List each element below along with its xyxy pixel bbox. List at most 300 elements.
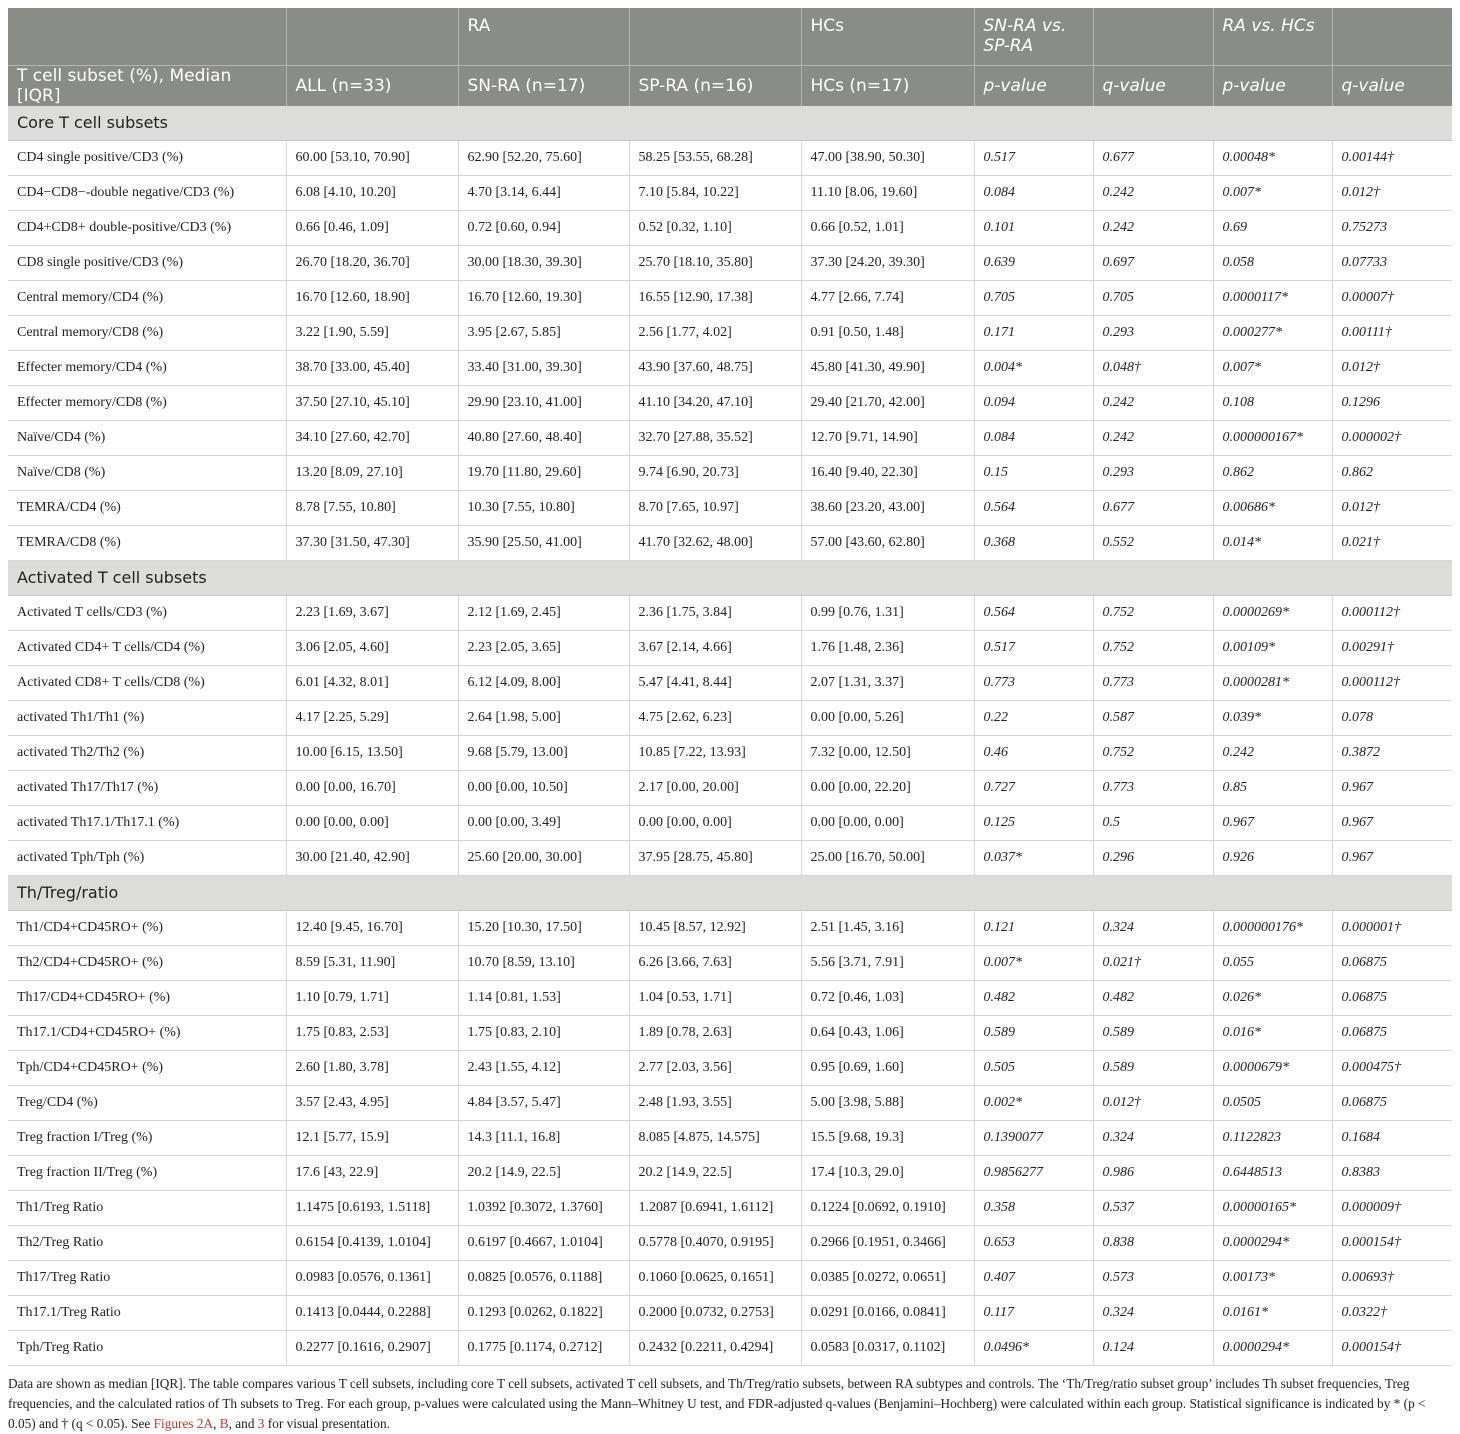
snra-spra-qvalue-cell: 0.773 — [1093, 770, 1213, 805]
ra-hcs-pvalue-cell: 0.0161* — [1213, 1295, 1332, 1330]
table-row — [8, 210, 1452, 245]
ra-hcs-qvalue-cell: 0.00144† — [1332, 140, 1452, 175]
spra-value-cell: 2.48 [1.93, 3.55] — [629, 1085, 801, 1120]
footnote-text: , — [213, 1415, 220, 1431]
ra-hcs-qvalue-cell: 0.000154† — [1332, 1225, 1452, 1260]
table-row — [8, 140, 1452, 175]
ra-hcs-pvalue-cell: 0.242 — [1213, 735, 1332, 770]
ra-hcs-pvalue-cell: 0.055 — [1213, 945, 1332, 980]
hcs-value-cell: 4.77 [2.66, 7.74] — [801, 280, 974, 315]
subset-name-cell: Th1/CD4+CD45RO+ (%) — [8, 910, 286, 945]
ra-hcs-pvalue-cell: 0.039* — [1213, 700, 1332, 735]
hcs-value-cell: 5.56 [3.71, 7.91] — [801, 945, 974, 980]
snra-spra-pvalue-cell: 0.564 — [974, 595, 1093, 630]
hcs-value-cell: 0.66 [0.52, 1.01] — [801, 210, 974, 245]
snra-spra-pvalue-cell: 0.517 — [974, 140, 1093, 175]
subset-name-cell: Central memory/CD4 (%) — [8, 280, 286, 315]
all-value-cell: 38.70 [33.00, 45.40] — [286, 350, 458, 385]
hcs-value-cell: 37.30 [24.20, 39.30] — [801, 245, 974, 280]
snra-spra-qvalue-cell: 0.587 — [1093, 700, 1213, 735]
spra-value-cell: 8.70 [7.65, 10.97] — [629, 490, 801, 525]
spra-value-cell: 1.89 [0.78, 2.63] — [629, 1015, 801, 1050]
spra-value-cell: 2.17 [0.00, 20.00] — [629, 770, 801, 805]
hcs-value-cell: 16.40 [9.40, 22.30] — [801, 455, 974, 490]
all-value-cell: 6.01 [4.32, 8.01] — [286, 665, 458, 700]
ra-hcs-qvalue-cell: 0.967 — [1332, 840, 1452, 875]
table-row — [8, 1225, 1452, 1260]
hcs-value-cell: 29.40 [21.70, 42.00] — [801, 385, 974, 420]
group-header-hcs: HCs — [801, 8, 974, 65]
snra-spra-qvalue-cell: 0.021† — [1093, 945, 1213, 980]
all-value-cell: 1.1475 [0.6193, 1.5118] — [286, 1190, 458, 1225]
ra-hcs-qvalue-cell: 0.06875 — [1332, 980, 1452, 1015]
table-row — [8, 770, 1452, 805]
snra-spra-qvalue-cell: 0.324 — [1093, 1120, 1213, 1155]
ra-hcs-pvalue-cell: 0.007* — [1213, 175, 1332, 210]
snra-value-cell: 33.40 [31.00, 39.30] — [458, 350, 629, 385]
hcs-value-cell: 0.00 [0.00, 22.20] — [801, 770, 974, 805]
group-header-snra-vs-spra: SN-RA vs. SP-RA — [974, 8, 1093, 65]
ra-hcs-qvalue-cell: 0.862 — [1332, 455, 1452, 490]
snra-spra-pvalue-cell: 0.9856277 — [974, 1155, 1093, 1190]
table-header — [8, 8, 1452, 106]
group-header-ra: RA — [458, 8, 629, 65]
all-value-cell: 0.2277 [0.1616, 0.2907] — [286, 1330, 458, 1365]
spra-value-cell: 6.26 [3.66, 7.63] — [629, 945, 801, 980]
snra-value-cell: 2.64 [1.98, 5.00] — [458, 700, 629, 735]
table-row — [8, 245, 1452, 280]
table-row — [8, 595, 1452, 630]
group-header-ra-vs-hcs: RA vs. HCs — [1213, 8, 1332, 65]
section-title: Th/Treg/ratio — [8, 875, 1452, 910]
snra-spra-pvalue-cell: 0.727 — [974, 770, 1093, 805]
ra-hcs-pvalue-cell: 0.000000176* — [1213, 910, 1332, 945]
snra-value-cell: 10.70 [8.59, 13.10] — [458, 945, 629, 980]
ra-hcs-pvalue-cell: 0.00000165* — [1213, 1190, 1332, 1225]
snra-spra-pvalue-cell: 0.117 — [974, 1295, 1093, 1330]
snra-value-cell: 0.1293 [0.0262, 0.1822] — [458, 1295, 629, 1330]
snra-spra-pvalue-cell: 0.773 — [974, 665, 1093, 700]
all-value-cell: 2.60 [1.80, 3.78] — [286, 1050, 458, 1085]
snra-spra-qvalue-cell: 0.242 — [1093, 420, 1213, 455]
hcs-value-cell: 45.80 [41.30, 49.90] — [801, 350, 974, 385]
snra-spra-pvalue-cell: 0.368 — [974, 525, 1093, 560]
spra-value-cell: 0.1060 [0.0625, 0.1651] — [629, 1260, 801, 1295]
subset-name-cell: Tph/CD4+CD45RO+ (%) — [8, 1050, 286, 1085]
ra-hcs-qvalue-cell: 0.07733 — [1332, 245, 1452, 280]
table-row — [8, 910, 1452, 945]
subset-name-cell: CD4 single positive/CD3 (%) — [8, 140, 286, 175]
ra-hcs-qvalue-cell: 0.000475† — [1332, 1050, 1452, 1085]
snra-spra-pvalue-cell: 0.125 — [974, 805, 1093, 840]
all-value-cell: 13.20 [8.09, 27.10] — [286, 455, 458, 490]
ra-hcs-qvalue-cell: 0.06875 — [1332, 1015, 1452, 1050]
table-row — [8, 350, 1452, 385]
subset-name-cell: CD4+CD8+ double-positive/CD3 (%) — [8, 210, 286, 245]
spra-value-cell: 2.77 [2.03, 3.56] — [629, 1050, 801, 1085]
hcs-value-cell: 0.00 [0.00, 0.00] — [801, 805, 974, 840]
snra-spra-pvalue-cell: 0.505 — [974, 1050, 1093, 1085]
ra-hcs-qvalue-cell: 0.000002† — [1332, 420, 1452, 455]
snra-value-cell: 1.75 [0.83, 2.10] — [458, 1015, 629, 1050]
subset-name-cell: Activated CD8+ T cells/CD8 (%) — [8, 665, 286, 700]
column-header-qvalue: q-value — [1332, 65, 1452, 106]
snra-spra-pvalue-cell: 0.482 — [974, 980, 1093, 1015]
hcs-value-cell: 25.00 [16.70, 50.00] — [801, 840, 974, 875]
subset-name-cell: Th17.1/Treg Ratio — [8, 1295, 286, 1330]
spra-value-cell: 41.70 [32.62, 48.00] — [629, 525, 801, 560]
ra-hcs-pvalue-cell: 0.69 — [1213, 210, 1332, 245]
snra-value-cell: 1.0392 [0.3072, 1.3760] — [458, 1190, 629, 1225]
ra-hcs-qvalue-cell: 0.000112† — [1332, 665, 1452, 700]
table-row — [8, 525, 1452, 560]
snra-spra-qvalue-cell: 0.293 — [1093, 315, 1213, 350]
ra-hcs-pvalue-cell: 0.00109* — [1213, 630, 1332, 665]
spra-value-cell: 7.10 [5.84, 10.22] — [629, 175, 801, 210]
subset-name-cell: CD8 single positive/CD3 (%) — [8, 245, 286, 280]
ra-hcs-qvalue-cell: 0.1296 — [1332, 385, 1452, 420]
ra-hcs-pvalue-cell: 0.00686* — [1213, 490, 1332, 525]
ra-hcs-pvalue-cell: 0.0000294* — [1213, 1330, 1332, 1365]
all-value-cell: 1.10 [0.79, 1.71] — [286, 980, 458, 1015]
table-row — [8, 945, 1452, 980]
group-header — [1332, 8, 1452, 65]
hcs-value-cell: 0.99 [0.76, 1.31] — [801, 595, 974, 630]
hcs-value-cell: 0.95 [0.69, 1.60] — [801, 1050, 974, 1085]
section-header-row — [8, 875, 1452, 910]
table-row — [8, 980, 1452, 1015]
table-row — [8, 280, 1452, 315]
subset-name-cell: Th2/Treg Ratio — [8, 1225, 286, 1260]
hcs-value-cell: 2.51 [1.45, 3.16] — [801, 910, 974, 945]
figure-link[interactable]: B — [219, 1415, 229, 1431]
hcs-value-cell: 5.00 [3.98, 5.88] — [801, 1085, 974, 1120]
ra-hcs-pvalue-cell: 0.000277* — [1213, 315, 1332, 350]
snra-spra-pvalue-cell: 0.22 — [974, 700, 1093, 735]
snra-spra-pvalue-cell: 0.358 — [974, 1190, 1093, 1225]
snra-spra-pvalue-cell: 0.084 — [974, 420, 1093, 455]
subset-name-cell: Central memory/CD8 (%) — [8, 315, 286, 350]
all-value-cell: 37.30 [31.50, 47.30] — [286, 525, 458, 560]
ra-hcs-pvalue-cell: 0.007* — [1213, 350, 1332, 385]
table-row — [8, 455, 1452, 490]
ra-hcs-qvalue-cell: 0.000112† — [1332, 595, 1452, 630]
hcs-value-cell: 0.64 [0.43, 1.06] — [801, 1015, 974, 1050]
spra-value-cell: 0.2432 [0.2211, 0.4294] — [629, 1330, 801, 1365]
snra-value-cell: 0.00 [0.00, 10.50] — [458, 770, 629, 805]
ra-hcs-pvalue-cell: 0.058 — [1213, 245, 1332, 280]
column-header-pvalue: p-value — [974, 65, 1093, 106]
spra-value-cell: 10.85 [7.22, 13.93] — [629, 735, 801, 770]
snra-spra-pvalue-cell: 0.094 — [974, 385, 1093, 420]
snra-spra-qvalue-cell: 0.242 — [1093, 175, 1213, 210]
snra-value-cell: 1.14 [0.81, 1.53] — [458, 980, 629, 1015]
spra-value-cell: 3.67 [2.14, 4.66] — [629, 630, 801, 665]
ra-hcs-pvalue-cell: 0.926 — [1213, 840, 1332, 875]
snra-value-cell: 25.60 [20.00, 30.00] — [458, 840, 629, 875]
group-header — [629, 8, 801, 65]
snra-value-cell: 2.12 [1.69, 2.45] — [458, 595, 629, 630]
column-header-spra: SP-RA (n=16) — [629, 65, 801, 106]
snra-value-cell: 0.6197 [0.4667, 1.0104] — [458, 1225, 629, 1260]
subset-name-cell: activated Th2/Th2 (%) — [8, 735, 286, 770]
ra-hcs-pvalue-cell: 0.0000281* — [1213, 665, 1332, 700]
header-column-row — [8, 65, 1452, 106]
table-row — [8, 1260, 1452, 1295]
subset-name-cell: Activated T cells/CD3 (%) — [8, 595, 286, 630]
all-value-cell: 8.59 [5.31, 11.90] — [286, 945, 458, 980]
snra-spra-qvalue-cell: 0.048† — [1093, 350, 1213, 385]
snra-spra-qvalue-cell: 0.705 — [1093, 280, 1213, 315]
snra-spra-qvalue-cell: 0.482 — [1093, 980, 1213, 1015]
all-value-cell: 4.17 [2.25, 5.29] — [286, 700, 458, 735]
snra-value-cell: 10.30 [7.55, 10.80] — [458, 490, 629, 525]
spra-value-cell: 2.36 [1.75, 3.84] — [629, 595, 801, 630]
ra-hcs-qvalue-cell: 0.012† — [1332, 175, 1452, 210]
table-row — [8, 1120, 1452, 1155]
hcs-value-cell: 0.0583 [0.0317, 0.1102] — [801, 1330, 974, 1365]
all-value-cell: 17.6 [43, 22.9] — [286, 1155, 458, 1190]
table-row — [8, 420, 1452, 455]
subset-name-cell: activated Th17/Th17 (%) — [8, 770, 286, 805]
hcs-value-cell: 0.72 [0.46, 1.03] — [801, 980, 974, 1015]
column-header-qvalue: q-value — [1093, 65, 1213, 106]
table-row — [8, 175, 1452, 210]
snra-spra-qvalue-cell: 0.752 — [1093, 595, 1213, 630]
header-group-row — [8, 8, 1452, 65]
hcs-value-cell: 0.1224 [0.0692, 0.1910] — [801, 1190, 974, 1225]
hcs-value-cell: 47.00 [38.90, 50.30] — [801, 140, 974, 175]
ra-hcs-pvalue-cell: 0.0000679* — [1213, 1050, 1332, 1085]
ra-hcs-qvalue-cell: 0.06875 — [1332, 945, 1452, 980]
snra-value-cell: 30.00 [18.30, 39.30] — [458, 245, 629, 280]
ra-hcs-pvalue-cell: 0.026* — [1213, 980, 1332, 1015]
all-value-cell: 12.1 [5.77, 15.9] — [286, 1120, 458, 1155]
figure-link[interactable]: Figures 2A — [153, 1415, 214, 1431]
ra-hcs-qvalue-cell: 0.8383 — [1332, 1155, 1452, 1190]
subset-name-cell: Treg/CD4 (%) — [8, 1085, 286, 1120]
snra-spra-pvalue-cell: 0.004* — [974, 350, 1093, 385]
all-value-cell: 0.0983 [0.0576, 0.1361] — [286, 1260, 458, 1295]
spra-value-cell: 5.47 [4.41, 8.44] — [629, 665, 801, 700]
ra-hcs-pvalue-cell: 0.862 — [1213, 455, 1332, 490]
ra-hcs-qvalue-cell: 0.000154† — [1332, 1330, 1452, 1365]
snra-value-cell: 2.43 [1.55, 4.12] — [458, 1050, 629, 1085]
snra-value-cell: 3.95 [2.67, 5.85] — [458, 315, 629, 350]
spra-value-cell: 10.45 [8.57, 12.92] — [629, 910, 801, 945]
all-value-cell: 60.00 [53.10, 70.90] — [286, 140, 458, 175]
table-row — [8, 840, 1452, 875]
snra-spra-qvalue-cell: 0.242 — [1093, 210, 1213, 245]
table-row — [8, 735, 1452, 770]
spra-value-cell: 1.2087 [0.6941, 1.6112] — [629, 1190, 801, 1225]
snra-value-cell: 62.90 [52.20, 75.60] — [458, 140, 629, 175]
all-value-cell: 37.50 [27.10, 45.10] — [286, 385, 458, 420]
table-footnote — [8, 1374, 1452, 1434]
column-header-pvalue: p-value — [1213, 65, 1332, 106]
ra-hcs-qvalue-cell: 0.021† — [1332, 525, 1452, 560]
snra-spra-qvalue-cell: 0.677 — [1093, 490, 1213, 525]
snra-value-cell: 2.23 [2.05, 3.65] — [458, 630, 629, 665]
spra-value-cell: 9.74 [6.90, 20.73] — [629, 455, 801, 490]
subset-name-cell: Effecter memory/CD4 (%) — [8, 350, 286, 385]
table-row — [8, 490, 1452, 525]
hcs-value-cell: 12.70 [9.71, 14.90] — [801, 420, 974, 455]
section-header-row — [8, 560, 1452, 595]
hcs-value-cell: 11.10 [8.06, 19.60] — [801, 175, 974, 210]
figure-link[interactable]: 3 — [257, 1415, 265, 1431]
table-row — [8, 1295, 1452, 1330]
ra-hcs-qvalue-cell: 0.75273 — [1332, 210, 1452, 245]
table-row — [8, 1330, 1452, 1365]
snra-value-cell: 0.0825 [0.0576, 0.1188] — [458, 1260, 629, 1295]
ra-hcs-qvalue-cell: 0.000009† — [1332, 1190, 1452, 1225]
snra-value-cell: 9.68 [5.79, 13.00] — [458, 735, 629, 770]
all-value-cell: 1.75 [0.83, 2.53] — [286, 1015, 458, 1050]
subset-name-cell: CD4−CD8−-double negative/CD3 (%) — [8, 175, 286, 210]
spra-value-cell: 1.04 [0.53, 1.71] — [629, 980, 801, 1015]
snra-spra-qvalue-cell: 0.589 — [1093, 1015, 1213, 1050]
snra-value-cell: 4.84 [3.57, 5.47] — [458, 1085, 629, 1120]
ra-hcs-qvalue-cell: 0.06875 — [1332, 1085, 1452, 1120]
ra-hcs-qvalue-cell: 0.00693† — [1332, 1260, 1452, 1295]
subset-name-cell: activated Th17.1/Th17.1 (%) — [8, 805, 286, 840]
snra-value-cell: 29.90 [23.10, 41.00] — [458, 385, 629, 420]
all-value-cell: 16.70 [12.60, 18.90] — [286, 280, 458, 315]
ra-hcs-qvalue-cell: 0.00007† — [1332, 280, 1452, 315]
spra-value-cell: 0.52 [0.32, 1.10] — [629, 210, 801, 245]
hcs-value-cell: 17.4 [10.3, 29.0] — [801, 1155, 974, 1190]
table-body — [8, 106, 1452, 1366]
subset-name-cell: Th1/Treg Ratio — [8, 1190, 286, 1225]
snra-spra-qvalue-cell: 0.752 — [1093, 630, 1213, 665]
snra-spra-qvalue-cell: 0.537 — [1093, 1190, 1213, 1225]
footnote-text: for visual presentation. — [264, 1415, 391, 1431]
ra-hcs-pvalue-cell: 0.014* — [1213, 525, 1332, 560]
section-title: Activated T cell subsets — [8, 560, 1452, 595]
snra-spra-qvalue-cell: 0.773 — [1093, 665, 1213, 700]
ra-hcs-qvalue-cell: 0.967 — [1332, 770, 1452, 805]
snra-value-cell: 35.90 [25.50, 41.00] — [458, 525, 629, 560]
hcs-value-cell: 0.2966 [0.1951, 0.3466] — [801, 1225, 974, 1260]
column-header-all: ALL (n=33) — [286, 65, 458, 106]
ra-hcs-pvalue-cell: 0.0505 — [1213, 1085, 1332, 1120]
table-row — [8, 1085, 1452, 1120]
ra-hcs-qvalue-cell: 0.00111† — [1332, 315, 1452, 350]
hcs-value-cell: 38.60 [23.20, 43.00] — [801, 490, 974, 525]
ra-hcs-qvalue-cell: 0.1684 — [1332, 1120, 1452, 1155]
snra-spra-qvalue-cell: 0.324 — [1093, 910, 1213, 945]
ra-hcs-pvalue-cell: 0.00173* — [1213, 1260, 1332, 1295]
subset-name-cell: Activated CD4+ T cells/CD4 (%) — [8, 630, 286, 665]
column-header-subset: T cell subset (%), Median [IQR] — [8, 65, 286, 106]
snra-spra-pvalue-cell: 0.653 — [974, 1225, 1093, 1260]
all-value-cell: 0.00 [0.00, 16.70] — [286, 770, 458, 805]
snra-value-cell: 20.2 [14.9, 22.5] — [458, 1155, 629, 1190]
snra-spra-pvalue-cell: 0.589 — [974, 1015, 1093, 1050]
hcs-value-cell: 0.00 [0.00, 5.26] — [801, 700, 974, 735]
subset-name-cell: Th17.1/CD4+CD45RO+ (%) — [8, 1015, 286, 1050]
snra-spra-qvalue-cell: 0.5 — [1093, 805, 1213, 840]
table-row — [8, 315, 1452, 350]
snra-value-cell: 14.3 [11.1, 16.8] — [458, 1120, 629, 1155]
snra-spra-qvalue-cell: 0.752 — [1093, 735, 1213, 770]
group-header — [286, 8, 458, 65]
subset-name-cell: Th17/CD4+CD45RO+ (%) — [8, 980, 286, 1015]
snra-value-cell: 0.1775 [0.1174, 0.2712] — [458, 1330, 629, 1365]
hcs-value-cell: 15.5 [9.68, 19.3] — [801, 1120, 974, 1155]
subset-name-cell: Naïve/CD4 (%) — [8, 420, 286, 455]
snra-spra-pvalue-cell: 0.0496* — [974, 1330, 1093, 1365]
section-header-row — [8, 106, 1452, 141]
all-value-cell: 0.00 [0.00, 0.00] — [286, 805, 458, 840]
all-value-cell: 3.22 [1.90, 5.59] — [286, 315, 458, 350]
snra-spra-qvalue-cell: 0.242 — [1093, 385, 1213, 420]
snra-spra-pvalue-cell: 0.002* — [974, 1085, 1093, 1120]
snra-value-cell: 15.20 [10.30, 17.50] — [458, 910, 629, 945]
subset-name-cell: Naïve/CD8 (%) — [8, 455, 286, 490]
section-title: Core T cell subsets — [8, 106, 1452, 141]
spra-value-cell: 16.55 [12.90, 17.38] — [629, 280, 801, 315]
spra-value-cell: 20.2 [14.9, 22.5] — [629, 1155, 801, 1190]
spra-value-cell: 32.70 [27.88, 35.52] — [629, 420, 801, 455]
snra-spra-pvalue-cell: 0.46 — [974, 735, 1093, 770]
snra-spra-pvalue-cell: 0.639 — [974, 245, 1093, 280]
ra-hcs-pvalue-cell: 0.0000269* — [1213, 595, 1332, 630]
spra-value-cell: 4.75 [2.62, 6.23] — [629, 700, 801, 735]
ra-hcs-qvalue-cell: 0.0322† — [1332, 1295, 1452, 1330]
snra-value-cell: 0.72 [0.60, 0.94] — [458, 210, 629, 245]
snra-value-cell: 6.12 [4.09, 8.00] — [458, 665, 629, 700]
table-row — [8, 385, 1452, 420]
hcs-value-cell: 57.00 [43.60, 62.80] — [801, 525, 974, 560]
all-value-cell: 8.78 [7.55, 10.80] — [286, 490, 458, 525]
group-header — [1093, 8, 1213, 65]
all-value-cell: 3.06 [2.05, 4.60] — [286, 630, 458, 665]
snra-spra-qvalue-cell: 0.838 — [1093, 1225, 1213, 1260]
column-header-snra: SN-RA (n=17) — [458, 65, 629, 106]
snra-spra-qvalue-cell: 0.324 — [1093, 1295, 1213, 1330]
ra-hcs-pvalue-cell: 0.967 — [1213, 805, 1332, 840]
snra-spra-pvalue-cell: 0.564 — [974, 490, 1093, 525]
subset-name-cell: TEMRA/CD4 (%) — [8, 490, 286, 525]
table-row — [8, 700, 1452, 735]
all-value-cell: 0.66 [0.46, 1.09] — [286, 210, 458, 245]
table-row — [8, 805, 1452, 840]
snra-spra-qvalue-cell: 0.293 — [1093, 455, 1213, 490]
ra-hcs-qvalue-cell: 0.00291† — [1332, 630, 1452, 665]
subset-name-cell: activated Th1/Th1 (%) — [8, 700, 286, 735]
hcs-value-cell: 2.07 [1.31, 3.37] — [801, 665, 974, 700]
spra-value-cell: 43.90 [37.60, 48.75] — [629, 350, 801, 385]
ra-hcs-qvalue-cell: 0.967 — [1332, 805, 1452, 840]
spra-value-cell: 25.70 [18.10, 35.80] — [629, 245, 801, 280]
ra-hcs-pvalue-cell: 0.85 — [1213, 770, 1332, 805]
all-value-cell: 2.23 [1.69, 3.67] — [286, 595, 458, 630]
hcs-value-cell: 7.32 [0.00, 12.50] — [801, 735, 974, 770]
subset-name-cell: Treg fraction I/Treg (%) — [8, 1120, 286, 1155]
subset-name-cell: Treg fraction II/Treg (%) — [8, 1155, 286, 1190]
all-value-cell: 30.00 [21.40, 42.90] — [286, 840, 458, 875]
subset-name-cell: activated Tph/Tph (%) — [8, 840, 286, 875]
snra-value-cell: 4.70 [3.14, 6.44] — [458, 175, 629, 210]
footnote-text: Data are shown as median [IQR]. The table compares various T cell subsets, including core T cell subsets, activated T cell subsets, and Th/Treg/ratio subsets, between RA subtypes and controls. The ‘Th/Treg/ratio subset group’ includes Th subset frequencies, Treg frequencies, and the calculated ratios of Th subsets to Treg. For each group, p-values were calculated using the Mann–Whitney U test, and FDR-adjusted q-values (Benjamini–Hochberg) were calculated within each group. Statistical significance is indicated by * (p < 0.05) and † (q < 0.05). See — [8, 1375, 1426, 1431]
snra-spra-pvalue-cell: 0.171 — [974, 315, 1093, 350]
all-value-cell: 12.40 [9.45, 16.70] — [286, 910, 458, 945]
ra-hcs-qvalue-cell: 0.012† — [1332, 490, 1452, 525]
snra-spra-qvalue-cell: 0.677 — [1093, 140, 1213, 175]
snra-spra-pvalue-cell: 0.15 — [974, 455, 1093, 490]
